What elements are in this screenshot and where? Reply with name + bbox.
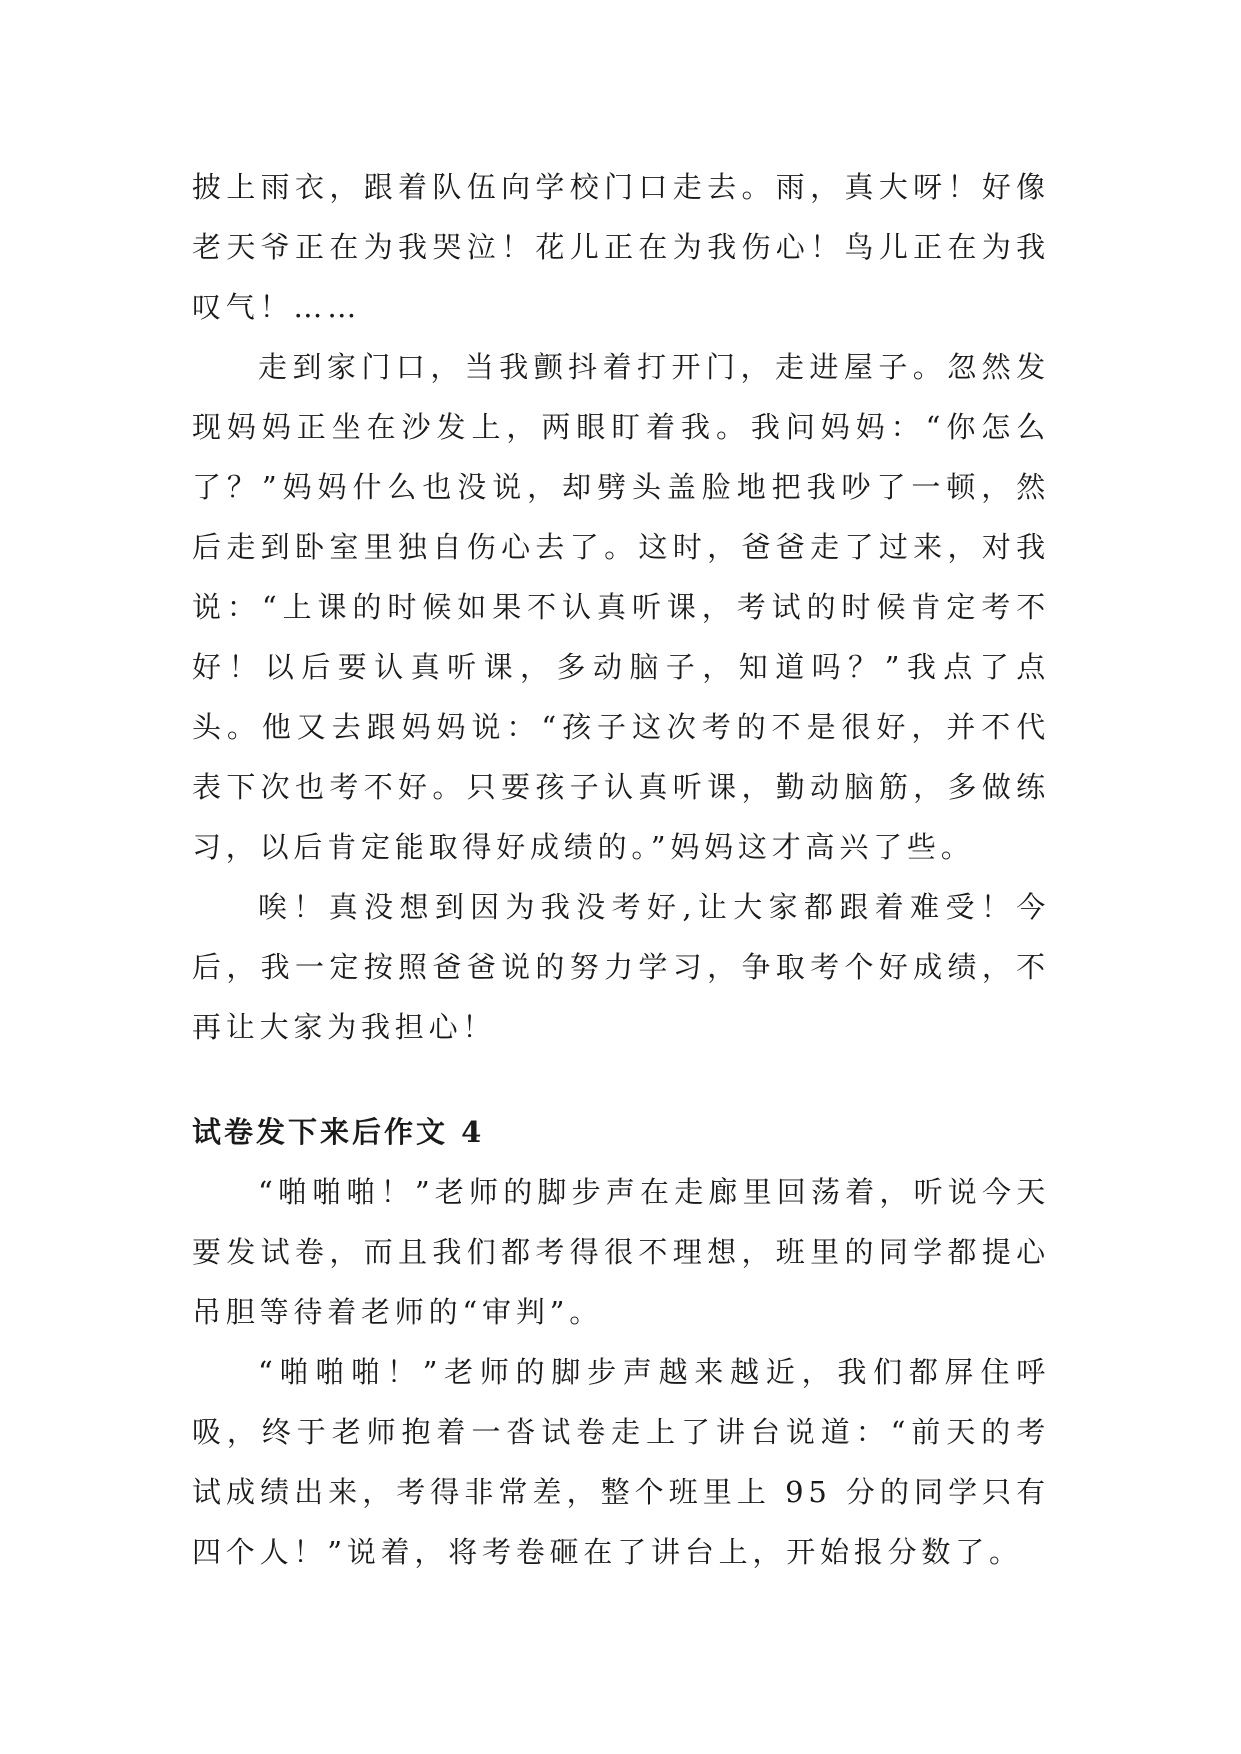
paragraph-footsteps: “啪啪啪！”老师的脚步声在走廊里回荡着，听说今天要发试卷，而且我们都考得很不理想，班里的同学都提心吊胆等待着老师的“审判”。 [192,1175,1050,1329]
paragraph-home-scene: 走到家门口，当我颤抖着打开门，走进屋子。忽然发现妈妈正坐在沙发上，两眼盯着我。我问妈妈：“你怎么了？”妈妈什么也没说，却劈头盖脸地把我吵了一顿，然后走到卧室里独自伤心去了。这时，爸爸走了过来，对我说：“上课的时候如果不认真听课，考试的时候肯定考不好！以后要认真听课，多动脑子，知道吗？”我点了点头。他又去跟妈妈说：“孩子这次考的不是很好，并不代表下次也考不好。只要孩子认真听课，勤动脑筋，多做练习，以后肯定能取得好成绩的。”妈妈这才高兴了些。 [192,350,1050,864]
essay-four-body [192,1162,1050,1582]
paragraph-rain-walk: 披上雨衣，跟着队伍向学校门口走去。雨，真大呀！好像老天爷正在为我哭泣！花儿正在为我伤心！鸟儿正在为我叹气！…… [192,170,1050,324]
essay-continuation [192,157,1050,1057]
section-title: 试卷发下来后作文 4 [192,1115,485,1149]
paragraph-teacher-announcement: “啪啪啪！”老师的脚步声越来越近，我们都屏住呼吸，终于老师抱着一沓试卷走上了讲台说道：“前天的考试成绩出来，考得非常差，整个班里上 95 分的同学只有四个人！”说着，将考卷砸在了讲台上，开始报分数了。 [192,1355,1050,1569]
paragraph-resolution: 唉！真没想到因为我没考好,让大家都跟着难受！今后，我一定按照爸爸说的努力学习，争取考个好成绩，不再让大家为我担心！ [192,890,1050,1044]
